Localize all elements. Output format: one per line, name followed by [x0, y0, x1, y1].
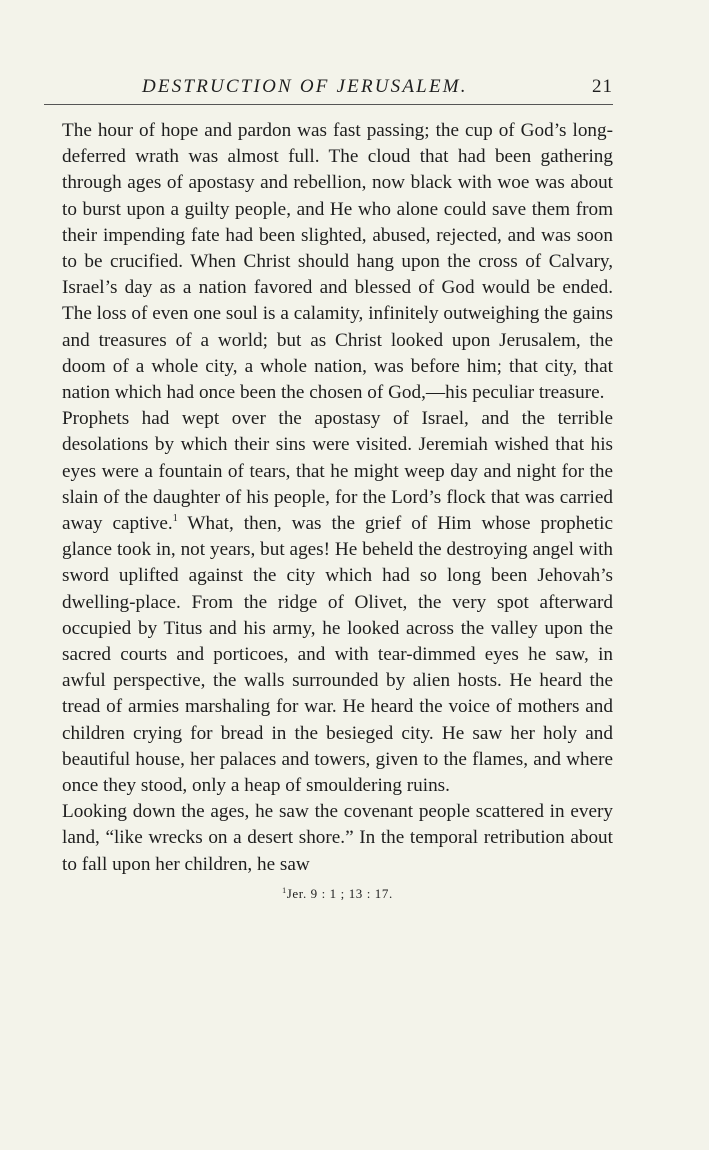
book-page	[62, 74, 613, 902]
running-title: DESTRUCTION OF JERUSALEM.	[142, 76, 468, 97]
paragraph-2-part-2: What, then, was the grief of Him whose prophetic glance took in, not years, but ages! He beheld the destroying angel with sword uplifted against the city which had so long been Jehovah’s dwelling-place. From the ridge of Olivet, the very spot afterward occupied by Titus and his army, he looked across the valley upon the sacred courts and porticoes, and with tear-dimmed eyes he saw, in awful perspective, the walls surrounded by alien hosts. He heard the tread of armies marshaling for war. He heard the voice of mothers and children crying for bread in the besieged city. He saw her holy and beautiful house, her palaces and towers, given to the flames, and where once they stood, only a heap of smouldering ruins.	[62, 513, 613, 797]
paragraph-2	[62, 406, 613, 799]
footnote-mark: 1	[282, 885, 287, 895]
paragraph-3: Looking down the ages, he saw the covenant people scattered in every land, “like wrecks on a desert shore.” In the temporal retribution about to fall upon her children, he saw	[62, 801, 613, 875]
footnote	[62, 886, 613, 902]
body-text	[62, 118, 613, 878]
footnote-text: Jer. 9 : 1 ; 13 : 17.	[286, 885, 393, 901]
paragraph-1: The hour of hope and pardon was fast passing; the cup of God’s long-deferred wrath was almost full. The cloud that had been gathering through ages of apostasy and rebellion, now black with woe was about to burst upon a guilty people, and He who alone could save them from their impending fate had been slighted, abused, rejected, and was soon to be crucified. When Christ should hang upon the cross of Calvary, Israel’s day as a nation favored and blessed of God would be ended. The loss of even one soul is a calamity, infinitely outweighing the gains and treasures of a world; but as Christ looked upon Jerusalem, the doom of a whole city, a whole nation, was before him; that city, that nation which had once been the chosen of God,—his peculiar treasure.	[62, 120, 613, 404]
footnote-reference: 1	[172, 513, 178, 525]
running-head	[62, 74, 613, 104]
header-rule	[44, 104, 613, 105]
paragraph-2-part-1: Prophets had wept over the apostasy of Israel, and the terrible desolations by which their sins were visited. Jeremiah wished that his eyes were a fountain of tears, that he might weep day and night for the slain of the daughter of his people, for the Lord’s flock that was carried away captive.	[62, 408, 613, 535]
page-number: 21	[592, 76, 613, 97]
